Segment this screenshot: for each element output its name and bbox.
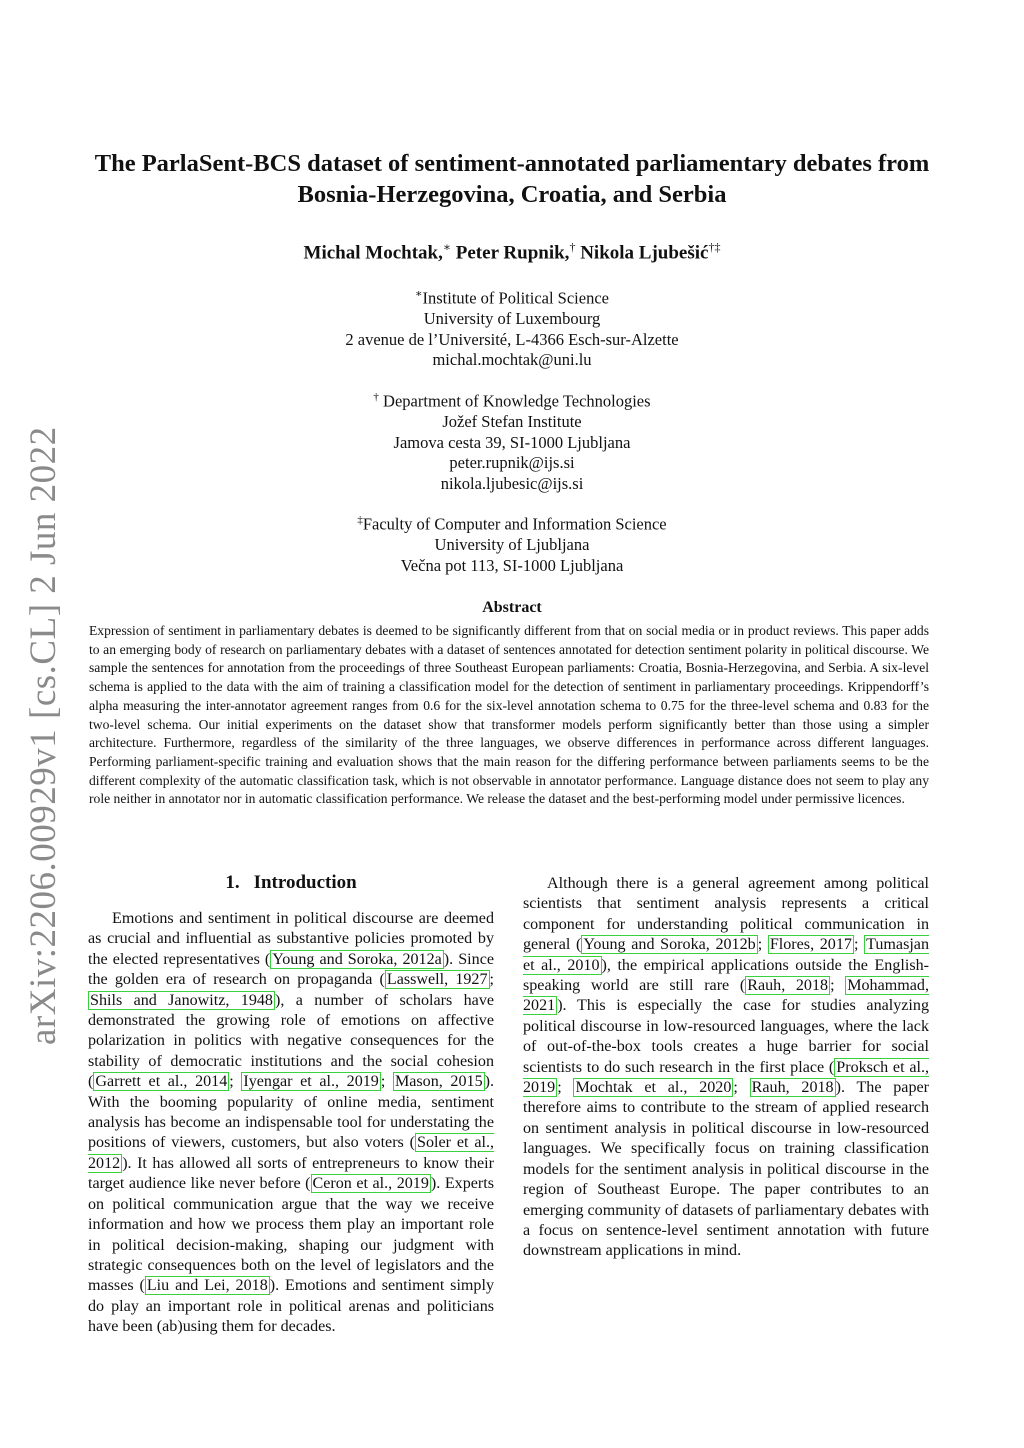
citation-link[interactable]: Young and Soroka, 2012b	[583, 936, 756, 954]
body-text: ). Experts on political communication argue that the way we receive information and how we process them play an important role in political decision-making, shaping our judgment with strategic consequences both on the level of legislators and the masses (	[88, 1175, 494, 1295]
citation-link[interactable]: Mason, 2015	[394, 1073, 483, 1091]
body-text: ). The paper therefore aims to contribute to the stream of applied research on sentiment analysis in political discourse in low-resourced languages. We specifically focus on training classification models for the sentiment analysis in political discourse in the region of Southeast Europe. The paper contributes to an emerging community of datasets of parliamentary debates with a focus on sentence-level sentiment annotation with future downstream applications in mind.	[523, 1079, 929, 1260]
affiliation-ljubljana	[60, 510, 964, 576]
citation-link[interactable]: Rauh, 2018	[751, 1079, 834, 1097]
affiliation-mark: ∗	[415, 288, 423, 300]
body-text: ;	[830, 977, 846, 995]
intro-paragraph-1	[88, 909, 494, 1338]
affiliation-line: 2 avenue de l’Université, L-4366 Esch-sur-Alzette	[345, 329, 679, 349]
body-text: ). With the booming popularity of online media, sentiment analysis has become an indispensable tool for understating the positions of viewers, customers, but also voters (	[88, 1073, 495, 1152]
abstract-heading: Abstract	[482, 599, 542, 616]
citation-link[interactable]: Young and Soroka, 2012a	[272, 950, 442, 968]
right-column	[523, 874, 929, 1262]
body-text: ;	[853, 936, 865, 954]
body-text: ;	[229, 1073, 242, 1091]
citation-link[interactable]: Mohammad, 2021	[523, 977, 929, 1015]
body-text: ;	[733, 1079, 750, 1097]
author-2-mark: †	[569, 240, 576, 254]
affiliation-line: Jožef Stefan Institute	[442, 412, 582, 432]
body-text: ), a number of scholars have demonstrated the growing role of emotions on affective polarization in politics with negative consequences for the stability of democratic institutions and the social cohesion (	[88, 991, 495, 1091]
author-3-mark: †‡	[708, 240, 721, 254]
section-heading	[89, 872, 493, 894]
paper-title: The ParlaSent-BCS dataset of sentiment-annotated parliamentary debates from Bosnia-Herzegovina, Croatia, and Serbia	[94, 150, 930, 208]
affiliation-line: University of Ljubljana	[434, 535, 590, 555]
citation-link[interactable]: Soler et al., 2012	[88, 1134, 495, 1172]
affiliation-line: Department of Knowledge Technologies	[378, 391, 651, 411]
affiliation-line: Večna pot 113, SI-1000 Ljubljana	[400, 555, 624, 575]
body-text: ;	[757, 936, 768, 954]
affiliation-line: Institute of Political Science	[422, 288, 609, 308]
section-title: Introduction	[253, 872, 357, 893]
author-1: Michal Mochtak,	[303, 242, 443, 264]
left-column	[88, 909, 494, 1338]
citation-link[interactable]: Tumasjan et al., 2010	[523, 936, 929, 974]
body-text: ;	[489, 971, 494, 989]
abstract-text: Expression of sentiment in parliamentary debates is deemed to be significantly different from that on social media or in product reviews. This paper adds to an emerging body of research on parliamentary debates with a dataset of sentences annotated for detection sentiment polarity in political discourse. We sample the sentences for annotation from the proceedings of three Southeast European parliaments: Croatia, Bosnia-Herzegovina, and Serbia. A six-level schema is applied to the data with the aim of training a classification model for the detection of sentiment in parliamentary proceedings. Krippendorff’s alpha measuring the inter-annotator agreement ranges from 0.6 for the six-level annotation schema to 0.75 for the three-level schema and 0.83 for the two-level schema. Our initial experiments on the dataset show that transformer models perform significantly better than those using a simpler architecture. Furthermore, regardless of the similarity of the three languages, we observe differences in performance across different languages. Performing parliament-specific training and evaluation shows that the main reason for the differing performance between parliaments seems to be the different complexity of the automatic classification task, which is not observable in annotator performance. Language distance does not seem to play any role neither in annotator nor in automatic classification performance. We release the dataset and the best-performing model under permissive licences.	[89, 623, 929, 807]
body-text: Emotions and sentiment in political discourse are deemed as crucial and influential as substantive policies promoted by the elected representatives (	[88, 910, 494, 968]
affiliation-line: University of Luxembourg	[423, 309, 601, 329]
author-email: nikola.ljubesic@ijs.si	[440, 473, 584, 493]
citation-link[interactable]: Lasswell, 1927	[386, 971, 488, 989]
body-text: ). Since the golden era of research on propaganda (	[88, 950, 494, 989]
body-text: Although there is a general agreement among political scientists that sentiment analysis represents a critical component for understanding political communication in general (	[523, 875, 929, 954]
body-text: ), the empirical applications outside the English-speaking world are still rare (	[523, 956, 929, 995]
body-text: ;	[557, 1079, 574, 1097]
affiliation-luxembourg	[60, 284, 964, 371]
author-3: Nikola Ljubešić	[580, 242, 709, 264]
affiliation-line: Faculty of Computer and Information Science	[362, 514, 667, 534]
affiliation-line: Jamova cesta 39, SI-1000 Ljubljana	[393, 432, 631, 452]
citation-link[interactable]: Iyengar et al., 2019	[243, 1073, 379, 1091]
citation-link[interactable]: Ceron et al., 2019	[312, 1175, 429, 1193]
affiliation-ijs	[60, 387, 964, 494]
affiliation-mark: †	[373, 391, 379, 403]
citation-link[interactable]: Proksch et al., 2019	[523, 1058, 930, 1097]
author-list	[60, 240, 964, 264]
intro-paragraph-2	[523, 874, 929, 1262]
citation-link[interactable]: Mochtak et al., 2020	[575, 1079, 732, 1097]
body-text: ). Emotions and sentiment simply do play an important role in political arenas and politicians have been (ab)using them for decades.	[88, 1277, 494, 1336]
author-2: Peter Rupnik,	[455, 242, 570, 264]
citation-link[interactable]: Liu and Lei, 2018	[146, 1277, 268, 1295]
author-email: michal.mochtak@uni.lu	[432, 350, 592, 370]
body-text: ;	[380, 1073, 393, 1091]
body-text: ). It has allowed all sorts of entrepreneurs to know their target audience like never before (	[88, 1154, 494, 1193]
citation-link[interactable]: Garrett et al., 2014	[95, 1073, 228, 1091]
citation-link[interactable]: Rauh, 2018	[747, 977, 829, 995]
citation-link[interactable]: Flores, 2017	[769, 936, 852, 954]
body-text: ). This is especially the case for studies analyzing political discourse in low-resourced languages, where the lack of out-of-the-box tools creates a huge barrier for social scientists to do such research in the first place (	[523, 997, 929, 1076]
section-number: 1.	[225, 872, 240, 893]
citation-link[interactable]: Shils and Janowitz, 1948	[90, 991, 273, 1009]
author-email: peter.rupnik@ijs.si	[449, 453, 575, 473]
author-1-mark: ∗	[442, 240, 452, 254]
affiliation-mark: ‡	[357, 514, 363, 526]
arxiv-identifier: arXiv:2206.00929v1 [cs.CL] 2 Jun 2022	[23, 426, 64, 1045]
